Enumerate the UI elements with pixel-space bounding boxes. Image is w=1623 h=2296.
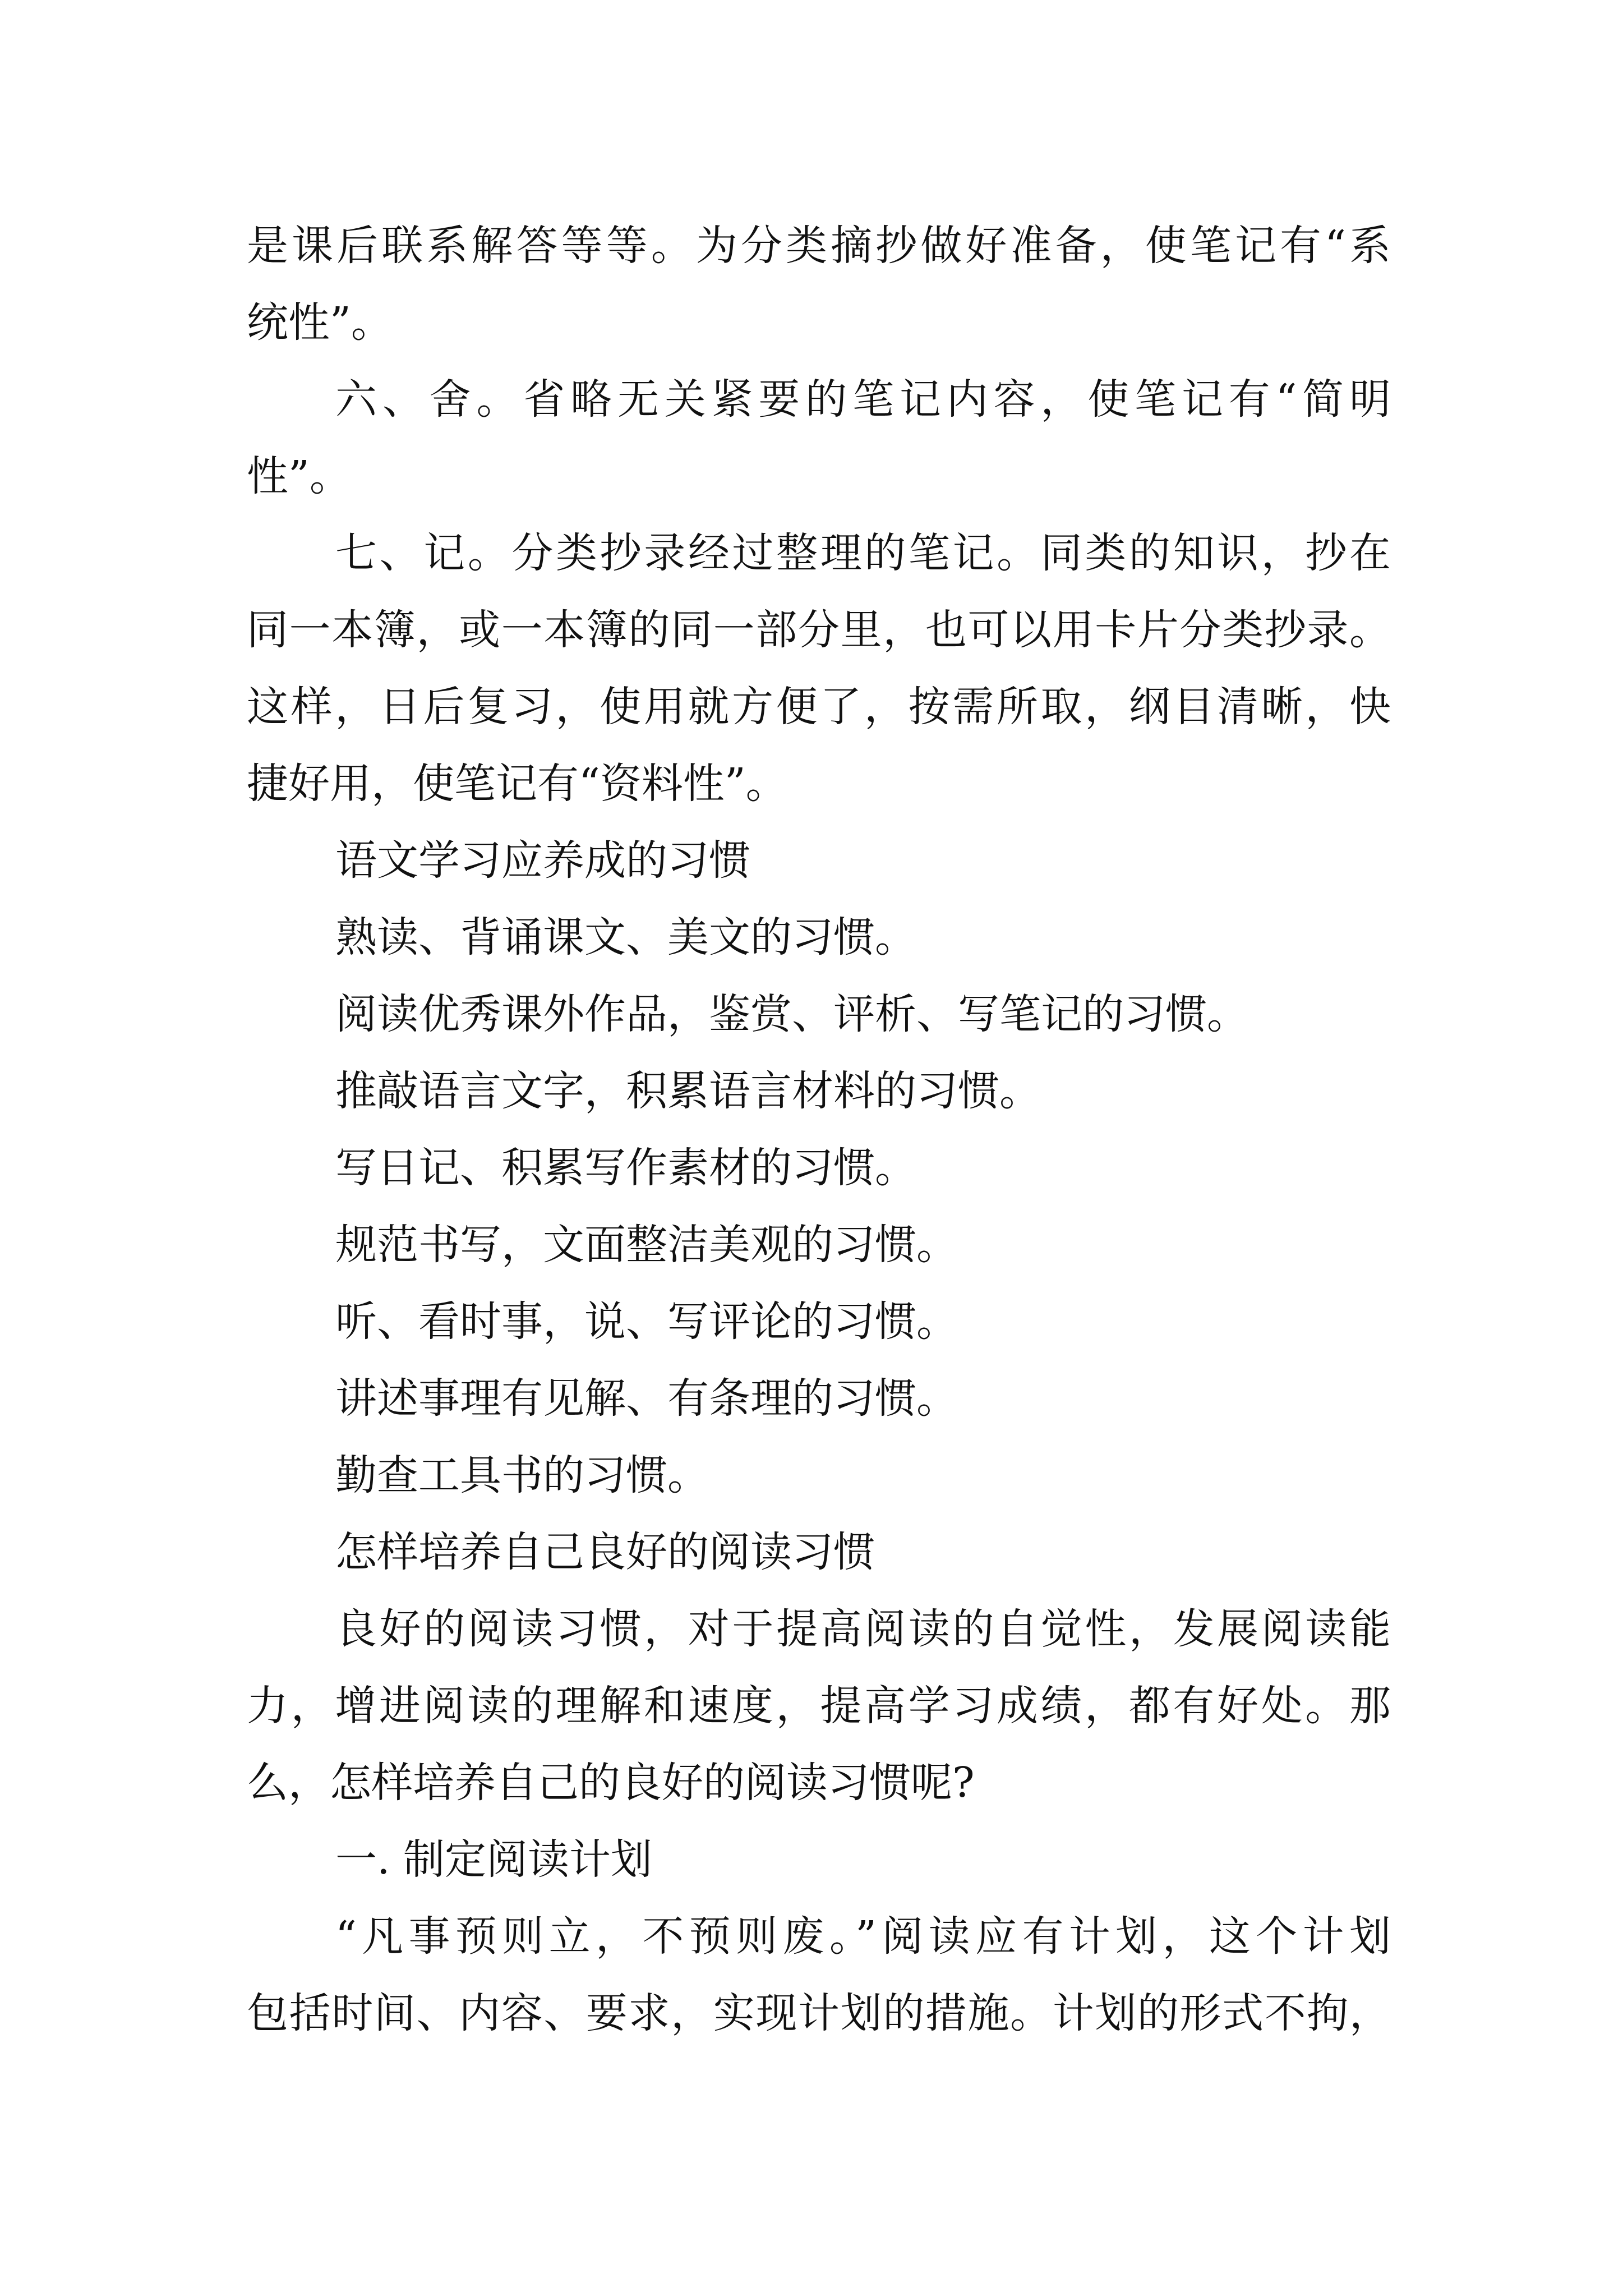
paragraph-start-line: 七、记。分类抄录经过整理的笔记。同类的知识，抄在 <box>335 529 1391 577</box>
text-line: 是课后联系解答等等。为分类摘抄做好准备，使笔记有“系 <box>247 222 1391 270</box>
document-body <box>247 208 1391 2052</box>
habit-item: 讲述事理有见解、有条理的习惯。 <box>335 1374 958 1423</box>
text-line: 捷好用，使笔记有“资料性”。 <box>247 760 787 808</box>
section-heading: 怎样培养自己良好的阅读习惯 <box>335 1528 875 1576</box>
habit-item: 写日记、积累写作素材的习惯。 <box>335 1144 916 1192</box>
paragraph-start-line: “凡事预则立，不预则废。”阅读应有计划，这个计划 <box>335 1912 1391 1961</box>
paragraph-start-line: 良好的阅读习惯，对于提高阅读的自觉性，发展阅读能 <box>335 1605 1391 1653</box>
text-line: 包括时间、内容、要求，实现计划的措施。计划的形式不拘， <box>247 1989 1391 2037</box>
habit-item: 勤查工具书的习惯。 <box>335 1451 709 1499</box>
habit-item: 听、看时事，说、写评论的习惯。 <box>335 1297 958 1346</box>
text-line: 么，怎样培养自己的良好的阅读习惯呢? <box>247 1759 975 1807</box>
habit-item: 推敲语言文字，积累语言材料的习惯。 <box>335 1067 1041 1115</box>
text-line: 这样，日后复习，使用就方便了，按需所取，纲目清晰，快 <box>247 683 1391 731</box>
habit-item: 阅读优秀课外作品，鉴赏、评析、写笔记的习惯。 <box>335 990 1248 1038</box>
text-line: 统性”。 <box>247 298 393 347</box>
text-line: 力，增进阅读的理解和速度，提高学习成绩，都有好处。那 <box>247 1682 1391 1730</box>
text-line: 性”。 <box>247 452 351 500</box>
subsection-heading: 一. 制定阅读计划 <box>335 1835 653 1884</box>
paragraph-start-line: 六、舍。省略无关紧要的笔记内容，使笔记有“简明 <box>335 375 1391 424</box>
habit-item: 熟读、背诵课文、美文的习惯。 <box>335 913 916 961</box>
habit-item: 规范书写，文面整洁美观的习惯。 <box>335 1221 958 1269</box>
text-line: 同一本簿，或一本簿的同一部分里，也可以用卡片分类抄录。 <box>247 606 1391 654</box>
section-heading: 语文学习应养成的习惯 <box>335 836 750 885</box>
